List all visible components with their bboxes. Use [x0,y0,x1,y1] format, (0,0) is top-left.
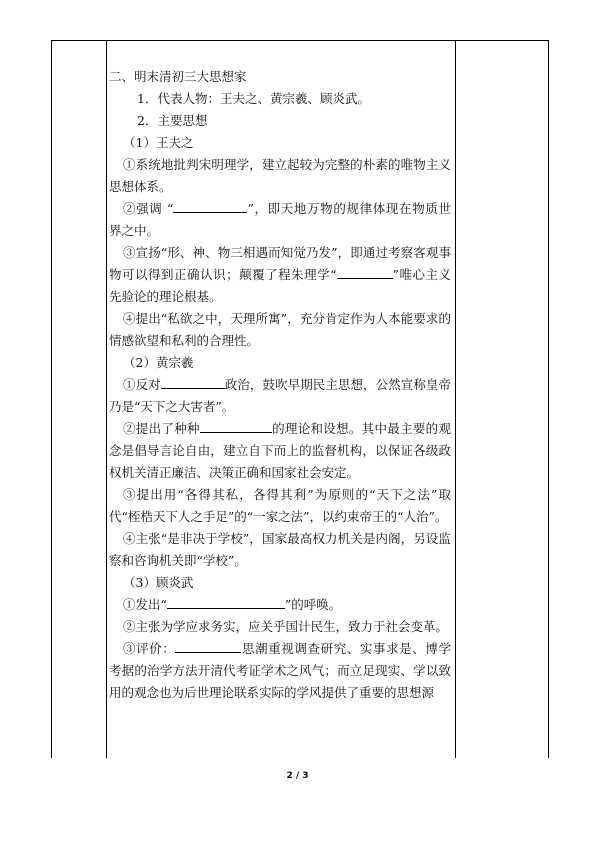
gu-point-3 [109,638,451,704]
gu-point-3-suffix: 思潮重视调查研究、实事求是、博学考据的治学方法开清代考证学术之风气；而立足现实、学以致用的观念也为后世理论联系实际的学风提供了重要的思想源 [109,641,451,700]
gu-point-1 [109,594,451,616]
fill-blank-6[interactable] [175,640,241,653]
item-representatives: 1．代表人物：王夫之、黄宗羲、顾炎武。 [137,91,370,106]
page-number: 2 / 3 [286,771,309,781]
heading-huang-zongxi: （2）黄宗羲 [123,355,194,370]
gu-point-2: ②主张为学应求务实，应关乎国计民生，致力于社会变革。 [123,619,449,634]
huang-point-1-suffix: 政治，鼓吹早期民主思想，公然宣称皇帝乃是“天下之大害者”。 [109,377,451,414]
fill-blank-1[interactable] [173,200,247,213]
table-column-divider-left [106,41,107,758]
fill-blank-4[interactable] [200,420,272,433]
wang-point-1: ①系统地批判宋明理学，建立起较为完整的朴素的唯物主义思想体系。 [109,157,451,194]
wang-point-3-suffix: ”唯心主义先验论的理论根基。 [109,267,451,304]
wang-point-2-prefix: ②强调 “ [123,201,174,216]
huang-point-2 [109,418,451,484]
wang-point-2-suffix: ”，即天地万物的规律体现在物质世界之中。 [109,201,451,238]
huang-point-4: ④主张“是非决于学校”，国家最高权力机关是内阁，另设监察和咨询机关即“学校”。 [109,531,451,568]
wang-point-2 [109,198,451,242]
wang-point-3 [109,242,451,308]
gu-point-3-prefix: ③评价： [123,641,176,656]
heading-wang-fuzhi: （1）王夫之 [123,135,194,150]
section-title: 二、明末清初三大思想家 [109,69,247,84]
huang-point-1-prefix: ①反对 [123,377,161,392]
wang-point-3-prefix: ③宣扬“形、神、物三相遇而知觉乃发”，即通过考察客观事物可以得到正确认识；颠覆了程朱理学“ [109,245,451,282]
gu-point-1-suffix: ”的呼唤。 [284,597,342,612]
huang-point-2-prefix: ②提出了种种 [123,421,200,436]
fill-blank-2[interactable] [337,266,393,279]
heading-gu-yanwu: （3）顾炎武 [123,575,194,590]
huang-point-3: ③提出用“各得其私，各得其利”为原则的“天下之法”取代“桎梏天下人之手足”的“一家之法”，以约束帝王的“人治”。 [109,487,451,524]
huang-point-1 [109,374,451,418]
huang-point-2-suffix: 的理论和设想。其中最主要的观念是倡导言论自由，建立自下而上的监督机构，以保证各级政权机关清正廉洁、决策正确和国家社会安定。 [109,421,451,480]
content-cell [109,66,451,704]
fill-blank-3[interactable] [161,376,225,389]
fill-blank-5[interactable] [167,596,285,609]
item-main-ideas: 2．主要思想 [137,113,208,128]
wang-point-4: ④提出“私欲之中，天理所寓”，充分肯定作为人本能要求的情感欲望和私利的合理性。 [109,311,451,348]
table-column-divider-right [455,41,456,758]
gu-point-1-prefix: ①发出“ [123,597,167,612]
